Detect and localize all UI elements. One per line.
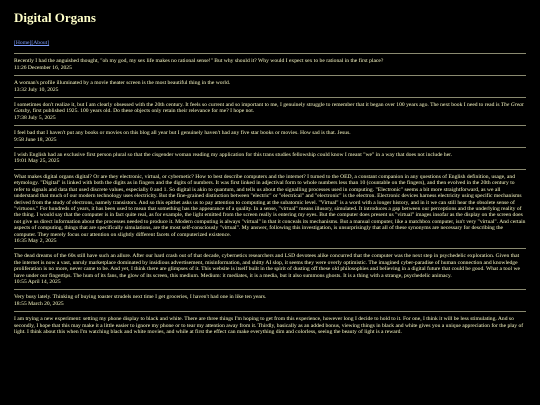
post <box>14 53 526 71</box>
post-text: I feel bad that I haven't put any books or movies on this blog all year but I genuinely haven't had any five star books or movies. How sad is that. Jesus. <box>14 130 351 137</box>
post-timestamp: 10:55 April 14, 2025 <box>14 278 61 285</box>
post-text: Very busy lately. Thinking of buying toaster strudels next time I get groceries, I haven't had one in like ten years. <box>14 294 267 301</box>
post-text: I am trying a new experiment: setting my phone display to black and white. There are three things I'm hoping to get from this experience, however long I decide to hold to it. For one, I think it will be less stimulating. And so secondly, I hope that this may make it a little easier to ignore my phone or to tear my attention away from it. Thirdly, basically as an added bonus, viewing things in black and white gives you a unique appreciation for the play of light. I think about this when I'm watching black and white movies, and while at first the effect can make everything dim and colorless, seeing the beauty of light is a reward. <box>14 316 524 335</box>
post-text: A woman's profile illuminated by a movie theater screen is the most beautiful thing in the world. <box>14 80 231 87</box>
post-divider <box>14 289 526 290</box>
site-title: Digital Organs <box>14 10 96 25</box>
post <box>14 97 526 121</box>
post-text <box>14 102 526 115</box>
nav-home-link[interactable]: [Home] <box>14 40 32 46</box>
post-divider <box>14 75 526 76</box>
site-nav <box>14 40 526 46</box>
post-text: Recently I had the anguished thought, "oh my god, my sex life makes no rational sense!" But why should it? Why would I expect sex to be rational in the first place? <box>14 58 384 65</box>
post-timestamp: 11:26 December 16, 2025 <box>14 64 72 71</box>
post <box>14 147 526 165</box>
post-timestamp: 18:55 March 20, 2025 <box>14 300 64 307</box>
post-text-part: I sometimes don't realize it, but I am clearly obsessed with the 20th century. It feels so current and so important to me, I genuinely struggle to remember that it began over 100 years ago. The next book I need to read is <box>14 102 501 109</box>
nav-about-link[interactable]: [About] <box>31 40 50 46</box>
post <box>14 311 526 335</box>
post-divider <box>14 248 526 249</box>
post-text: The dead dreams of the 60s still have such an allure. After our hard crash out of that decade, cybernetics researchers and LSD devotees alike concurred that the computer was the next step in psychedelic exploration. Given that the internet is now a vast, unruly marketplace dominated by insidious advertisement, misinformation, and shitty AI slop, it seems they were overly optimistic. The imagined cyber-paradise of human connection and knowledge proliferation is no more, never came to be. And yet, I think there are glimpses of it. This website is itself built in the spirit of dusting off these old philosophies and believing in a digital future that could be good. What a tool we have under our fingertips. The hum of its fans, the glow of its screen, this medium. Medium: it mediates, it is a media, but it also summons ghosts. It is a thing with a strange, psychedelic animacy. <box>14 253 520 279</box>
post-text: What makes digital organs digital? Or are they electronic, virtual, or cybernetic? How to best describe computers and the internet? I turned to the OED, a constant companion in any questions of English definition, usage, and etymology. "Digital" is linked with both the digits as in fingers and the digits of numbers. It was first linked in adjectival form to whole numbers less than 10 (countable on the fingers), and then evolved in the 20th century to refer to signals and data that used discrete values, especially 0 and 1. So digital is akin to quantum, and tells us about the signalling processes used in computing. "Electronic" seems a bit more straightforward, as we all understand that much of our modern technology uses electricity. But the fine-grained distinction between "electric" or "electrical" and "electronic" is the electron. Electronic devices harness electricity using specific mechanisms derived from the study of electrons, namely transistors. And so this epithet asks us to pay attention to computing at the subatomic level. "Virtual" is a word with a longer history, and in it we can still hear the obsolete sense of "virtuous." For hundreds of years, it has been used to mean that something has the appearance of a quality. In a sense, "virtual" means illusory, simulated. It introduces a gap between our perceptions and the underlying reality of the thing. I would say that the computer is in fact quite real, as for example, the light emitted from the screen really is entering my eyes. But the computer does present us "virtual" images insofar as the display on the screen does not give us direct information about the processes needed to produce it. Modern computing is always "virtual" in that it conceals its mechanisms. But a manual computer, like a matchbox computer, isn't very "virtual". And certain aspects of computing, things that are specifically simulations, are the most self-consciously "virtual". My answer, following this investigation, is unsurprisingly that all of these synonyms are necessary for describing the computer. They merely focus our attention on slightly different facets of computerized existence. <box>14 173 526 238</box>
post-text: I wish English had an exclusive first person plural so that the cisgender woman reading my application for this trans studies fellowship could know I meant "we" in a way that does not include her. <box>14 152 453 159</box>
post <box>14 248 526 285</box>
post-timestamp: 9:58 June 18, 2025 <box>14 136 57 143</box>
post-timestamp: 17:38 July 5, 2025 <box>14 114 56 121</box>
post <box>14 289 526 307</box>
post-text-part: , first published 1925. 100 years old. Do these objects only retain their relevance for me? I hope not. <box>29 108 255 115</box>
post-divider <box>14 147 526 148</box>
post-timestamp: 16:35 May 2, 2025 <box>14 237 57 244</box>
book-title: The Great Gatsby <box>14 102 524 115</box>
post-divider <box>14 125 526 126</box>
post <box>14 125 526 143</box>
post-divider <box>14 53 526 54</box>
post-timestamp: 19:01 May 25, 2025 <box>14 158 60 165</box>
post <box>14 169 526 244</box>
post <box>14 75 526 93</box>
post-divider <box>14 97 526 98</box>
post-divider <box>14 169 526 170</box>
post-divider <box>14 311 526 312</box>
post-timestamp: 13:32 July 10, 2025 <box>14 86 59 93</box>
